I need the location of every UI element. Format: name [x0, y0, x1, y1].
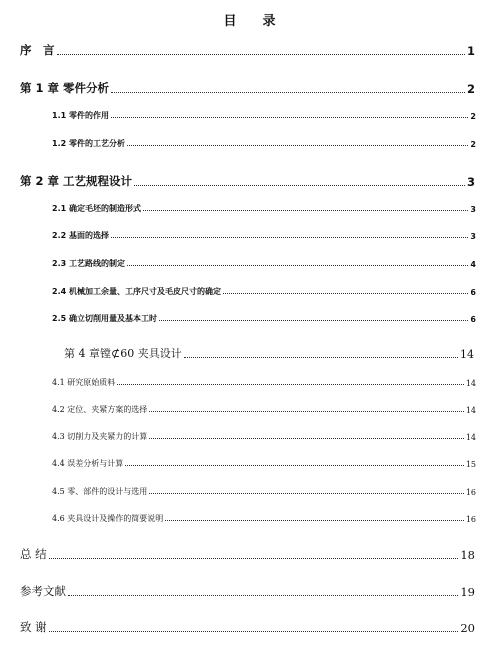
- toc-label: 4.1 研究原始质料: [52, 378, 116, 387]
- toc-page-number: 15: [465, 460, 476, 469]
- toc-page-number: 14: [465, 406, 476, 415]
- leader-dots: [125, 465, 464, 466]
- toc-entry-4-6: [52, 513, 476, 524]
- toc-page-number: 18: [460, 548, 475, 562]
- toc-page-number: 19: [460, 585, 475, 599]
- leader-dots: [49, 558, 459, 559]
- toc-label: 参考文献: [20, 584, 66, 598]
- toc-label: 4.5 零、部件的设计与选用: [52, 487, 148, 496]
- toc-entry-4-3: [52, 431, 476, 442]
- toc-label: 2.3 工艺路线的制定: [52, 259, 125, 268]
- leader-dots: [127, 145, 468, 146]
- toc-page-number: 6: [470, 288, 476, 297]
- toc-page-number: 14: [460, 348, 474, 361]
- toc-label: 2.2 基面的选择: [52, 231, 109, 240]
- leader-dots: [111, 92, 465, 93]
- leader-dots: [149, 411, 464, 412]
- leader-dots: [127, 265, 468, 266]
- leader-dots: [68, 595, 458, 596]
- toc-label: 第 1 章 零件分析: [20, 81, 110, 95]
- toc-entry-acknowledgements: [20, 619, 475, 635]
- toc-label: 1.2 零件的工艺分析: [52, 139, 125, 148]
- toc-entry-chapter-4: [64, 345, 474, 361]
- toc-page-number: 16: [465, 515, 476, 524]
- toc-label: 4.2 定位、夹紧方案的选择: [52, 405, 148, 414]
- toc-page-number: 2: [470, 112, 476, 121]
- toc-label: 4.4 误差分析与计算: [52, 459, 124, 468]
- toc-title: 目 录: [223, 14, 276, 29]
- toc-entry-4-4: [52, 458, 476, 469]
- toc-page-number: 16: [465, 488, 476, 497]
- toc-entry-2-4: [52, 286, 476, 297]
- toc-page-number: 2: [466, 82, 475, 96]
- leader-dots: [134, 185, 465, 186]
- toc-entry-chapter-1: [20, 80, 475, 96]
- toc-label: 第 2 章 工艺规程设计: [20, 174, 133, 188]
- toc-entry-1-2: [52, 138, 476, 149]
- leader-dots: [57, 54, 465, 55]
- toc-page-number: 4: [470, 260, 476, 269]
- toc-page-number: 1: [466, 44, 475, 58]
- toc-page-number: 14: [465, 433, 476, 442]
- toc-entry-2-2: [52, 230, 476, 241]
- toc-label: 4.6 夹具设计及操作的简要说明: [52, 514, 164, 523]
- leader-dots: [149, 438, 464, 439]
- toc-entry-references: [20, 583, 475, 599]
- toc-label: 2.4 机械加工余量、工序尺寸及毛皮尺寸的确定: [52, 287, 221, 296]
- toc-label: 第 4 章镗⊄60 夹具设计: [64, 347, 182, 360]
- toc-entry-4-5: [52, 486, 476, 497]
- toc-page-number: 2: [470, 140, 476, 149]
- leader-dots: [111, 237, 468, 238]
- leader-dots: [165, 520, 464, 521]
- toc-label: 序 言: [20, 43, 55, 57]
- toc-entry-preface: [20, 42, 475, 58]
- leader-dots: [223, 293, 468, 294]
- toc-page-number: 6: [470, 315, 476, 324]
- leader-dots: [117, 384, 464, 385]
- toc-label: 4.3 切削力及夹紧力的计算: [52, 432, 148, 441]
- leader-dots: [111, 117, 468, 118]
- toc-entry-4-2: [52, 404, 476, 415]
- toc-entry-2-1: [52, 203, 476, 214]
- toc-entry-summary: [20, 546, 475, 562]
- toc-label: 1.1 零件的作用: [52, 111, 109, 120]
- toc-page-number: 20: [460, 621, 475, 635]
- leader-dots: [49, 631, 459, 632]
- leader-dots: [184, 357, 458, 358]
- toc-page-number: 3: [466, 175, 475, 189]
- toc-label: 总 结: [20, 547, 47, 561]
- toc-entry-4-1: [52, 377, 476, 388]
- toc-page-number: 14: [465, 379, 476, 388]
- toc-entry-2-3: [52, 258, 476, 269]
- toc-entry-chapter-2: [20, 173, 475, 189]
- toc-entry-2-5: [52, 313, 476, 324]
- toc-page-number: 3: [470, 205, 476, 214]
- toc-label: 2.1 确定毛坯的制造形式: [52, 204, 141, 213]
- leader-dots: [143, 210, 468, 211]
- leader-dots: [149, 493, 464, 494]
- toc-label: 致 谢: [20, 620, 47, 634]
- toc-entry-1-1: [52, 110, 476, 121]
- toc-label: 2.5 确立切削用量及基本工时: [52, 314, 157, 323]
- leader-dots: [159, 320, 468, 321]
- toc-page-number: 3: [470, 232, 476, 241]
